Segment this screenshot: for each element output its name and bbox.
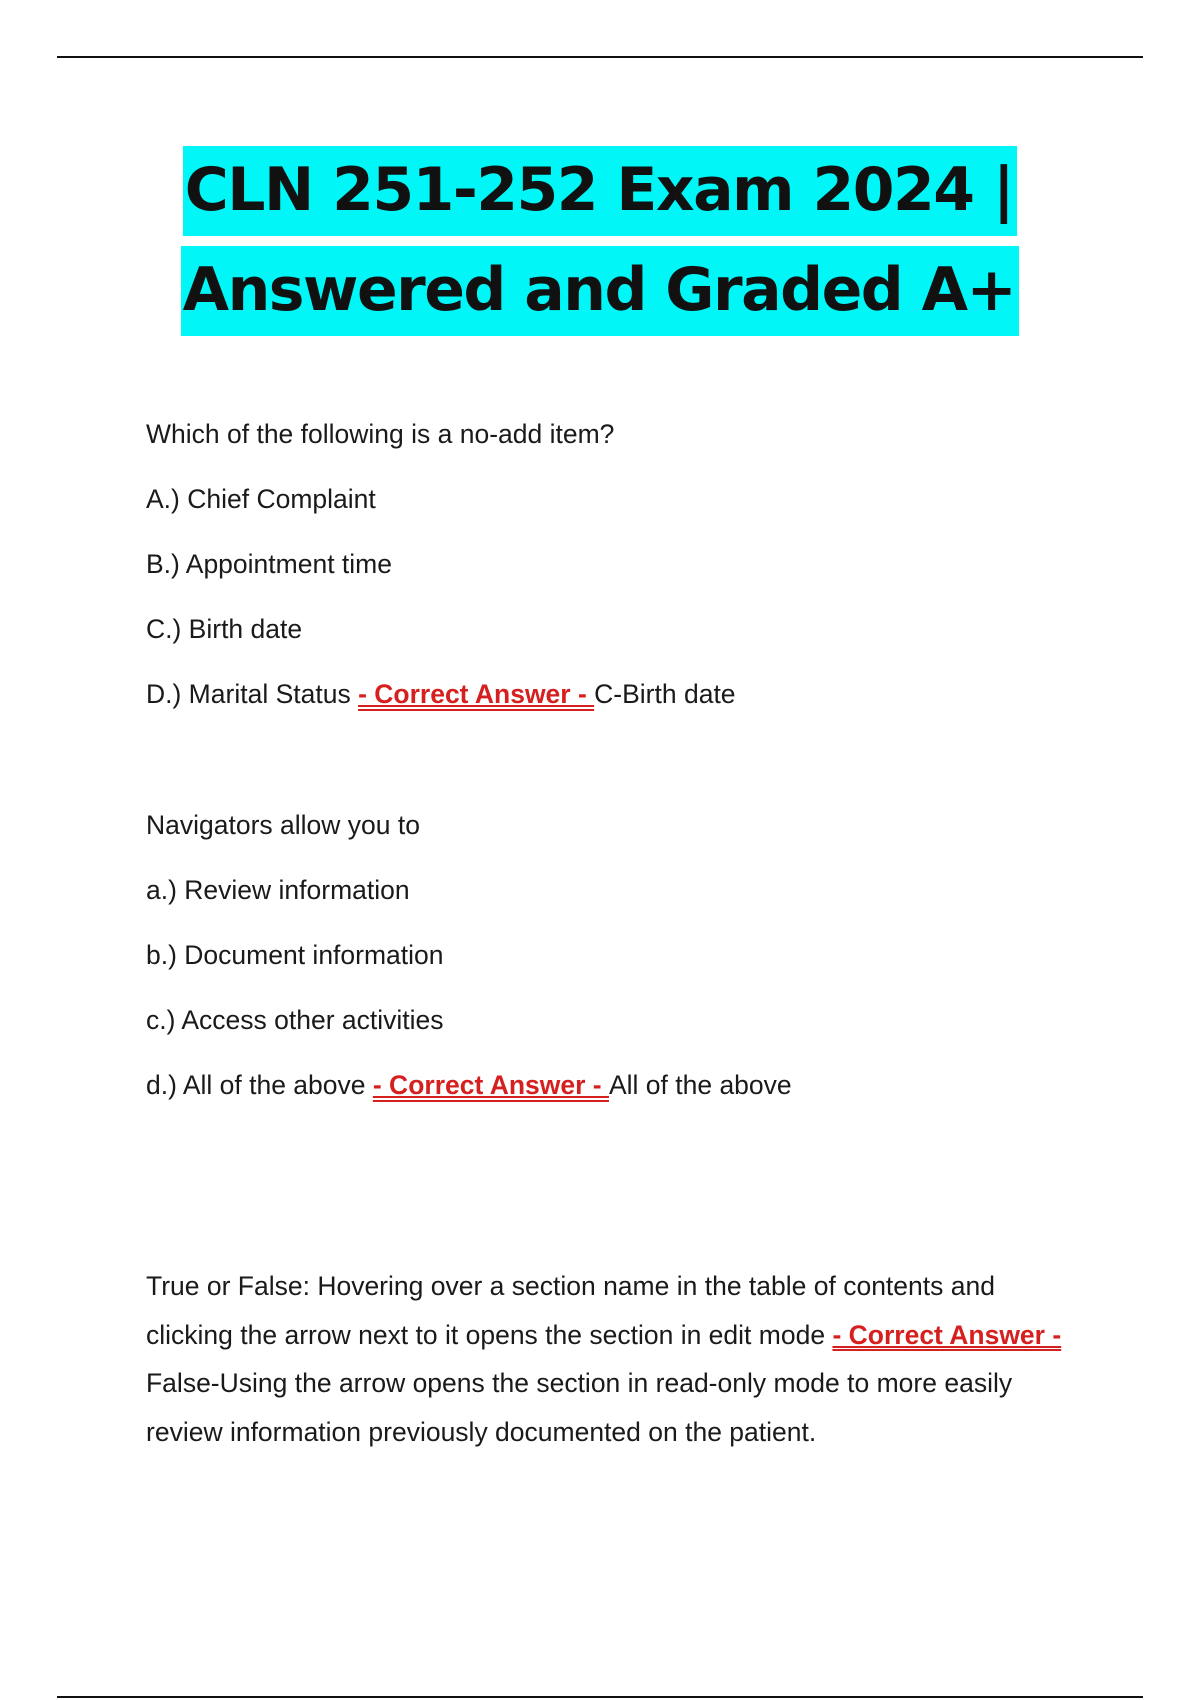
answer-option: c.) Access other activities [146, 1005, 444, 1035]
document-title [0, 146, 1200, 336]
question-prompt: Which of the following is a no-add item? [146, 419, 615, 449]
answer-option: A.) Chief Complaint [146, 484, 376, 514]
footer-rule [57, 1696, 1143, 1698]
correct-answer-text: False-Using the arrow opens the section in read-only mode to more easily review information previously documented on the patient. [146, 1368, 1013, 1447]
question-1 [146, 419, 1066, 744]
correct-answer-tag: - Correct Answer - [832, 1319, 1062, 1350]
answer-option: C.) Birth date [146, 614, 303, 644]
answer-option-with-answer [146, 1070, 1066, 1100]
header-rule [57, 56, 1143, 58]
correct-answer-text: C-Birth date [594, 679, 736, 709]
question-prompt: True or False: Hovering over a section name in the table of contents and clicking the arrow next to it opens the section in edit mode [146, 1271, 995, 1350]
title-line-2: Answered and Graded A+ [181, 246, 1020, 336]
title-line-1: CLN 251-252 Exam 2024 | [183, 146, 1018, 236]
correct-answer-text: All of the above [608, 1070, 792, 1100]
answer-option-with-answer [146, 679, 1066, 709]
correct-answer-tag: - Correct Answer - [358, 679, 595, 709]
question-2 [146, 810, 1066, 1135]
answer-option: b.) Document information [146, 940, 444, 970]
answer-option: B.) Appointment time [146, 549, 392, 579]
answer-option: d.) All of the above [146, 1070, 373, 1100]
question-3 [146, 1262, 1066, 1456]
question-prompt: Navigators allow you to [146, 810, 420, 840]
answer-option: D.) Marital Status [146, 679, 359, 709]
correct-answer-tag: - Correct Answer - [372, 1070, 609, 1100]
answer-option: a.) Review information [146, 875, 410, 905]
